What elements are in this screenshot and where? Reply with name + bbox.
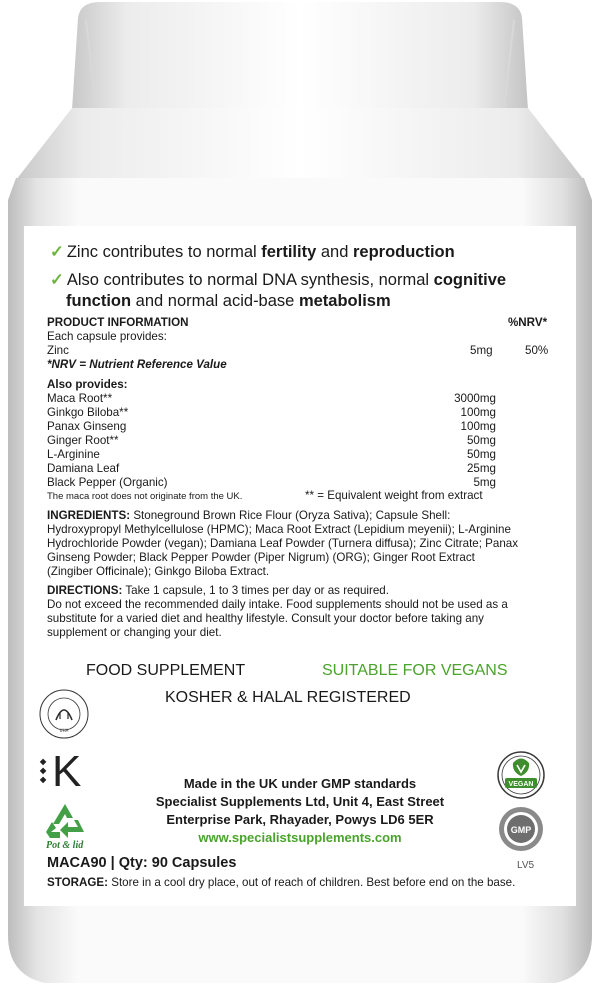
nrv-note: *NRV = Nutrient Reference Value [47, 358, 227, 371]
k-mark: K [52, 747, 82, 796]
equiv-note: ** = Equivalent weight from extract [305, 489, 483, 502]
gmp-badge [498, 806, 544, 852]
halal-small-text: UHA [59, 728, 69, 733]
claim-dna: ✓ Also contributes to normal DNA synthesis, normal cognitive [50, 271, 507, 289]
zinc-amount: 5mg [470, 344, 493, 357]
website-link[interactable]: www.specialistsupplements.com [198, 830, 402, 845]
each-capsule-text: Each capsule provides: [47, 330, 167, 343]
storage-line: STORAGE: Store in a cool dry place, out of reach of children. Best before end on the base. [47, 876, 516, 889]
manufacturer-block: Made in the UK under GMP standards Specialist Supplements Ltd, Unit 4, East Street Enterprise Park, Rhayader, Powys LD6 5ER www.specialistsupplements.com [120, 775, 480, 847]
ingredient-row: Panax Ginseng 100mg [47, 420, 496, 433]
ingredient-row: Ginger Root** 50mg [47, 434, 496, 447]
ingredient-row: Ginkgo Biloba** 100mg [47, 406, 496, 419]
nrv-heading: %NRV* [508, 316, 548, 329]
gmp-badge-text: GMP [510, 825, 532, 835]
ingredient-row: Damiana Leaf 25mg [47, 462, 496, 475]
claim-dna-line2: function and normal acid-base metabolism [66, 292, 391, 310]
ingredient-row: L-Arginine 50mg [47, 448, 496, 461]
ingredient-row: Black Pepper (Organic) 5mg [47, 476, 496, 489]
product-info-heading: PRODUCT INFORMATION [47, 316, 189, 329]
kosher-k-logo: ◆ ◆ ◆ K [40, 747, 82, 796]
check-icon: ✓ [50, 271, 64, 289]
vegan-badge-text: VEGAN [508, 781, 534, 788]
ingredients-paragraph: INGREDIENTS: Stoneground Brown Rice Flour (Oryza Sativa); Capsule Shell: Hydroxypropyl Methylcellulose (HPMC); Maca Root Extract (Lepidium meyenii); L-Arginine Hydrochloride Powder (vegan); Damiana Leaf Powder (Turnera diffusa); Zinc Citrate; Panax Ginseng Powder; Black Pepper Powder (Piper Nigrum) (ORG); Ginger Root Extract (Zingiber Officinale); Ginkgo Biloba Extract. [47, 509, 519, 578]
vegan-badge [496, 750, 546, 800]
kosher-halal-label: KOSHER & HALAL REGISTERED [165, 689, 411, 706]
zinc-name: Zinc [47, 344, 69, 357]
recycle-caption: Pot & lid [46, 840, 84, 851]
claim-fertility: ✓ Zinc contributes to normal fertility and reproduction [50, 243, 455, 261]
suitable-vegans-label: SUITABLE FOR VEGANS [322, 662, 508, 679]
directions-paragraph: DIRECTIONS: Take 1 capsule, 1 to 3 times per day or as required. Do not exceed the recommended daily intake. Food supplements should not be used as a substitute for a varied diet and healthy lifestyle. Consult your doctor before taking any supplement or changing your diet. [47, 584, 508, 639]
food-supplement-label: FOOD SUPPLEMENT [86, 662, 246, 679]
also-provides-heading: Also provides: [47, 378, 128, 391]
ingredient-table [47, 392, 497, 492]
origin-note: The maca root does not originate from the UK. [47, 491, 243, 502]
zinc-nrv: 50% [525, 344, 549, 357]
check-icon: ✓ [50, 243, 64, 261]
product-code: MACA90 | Qty: 90 Capsules [47, 855, 237, 871]
lot-code: LV5 [517, 860, 535, 871]
halal-authority-logo [36, 686, 92, 742]
recycle-icon [42, 800, 88, 840]
ingredient-row: Maca Root** 3000mg [47, 392, 496, 405]
